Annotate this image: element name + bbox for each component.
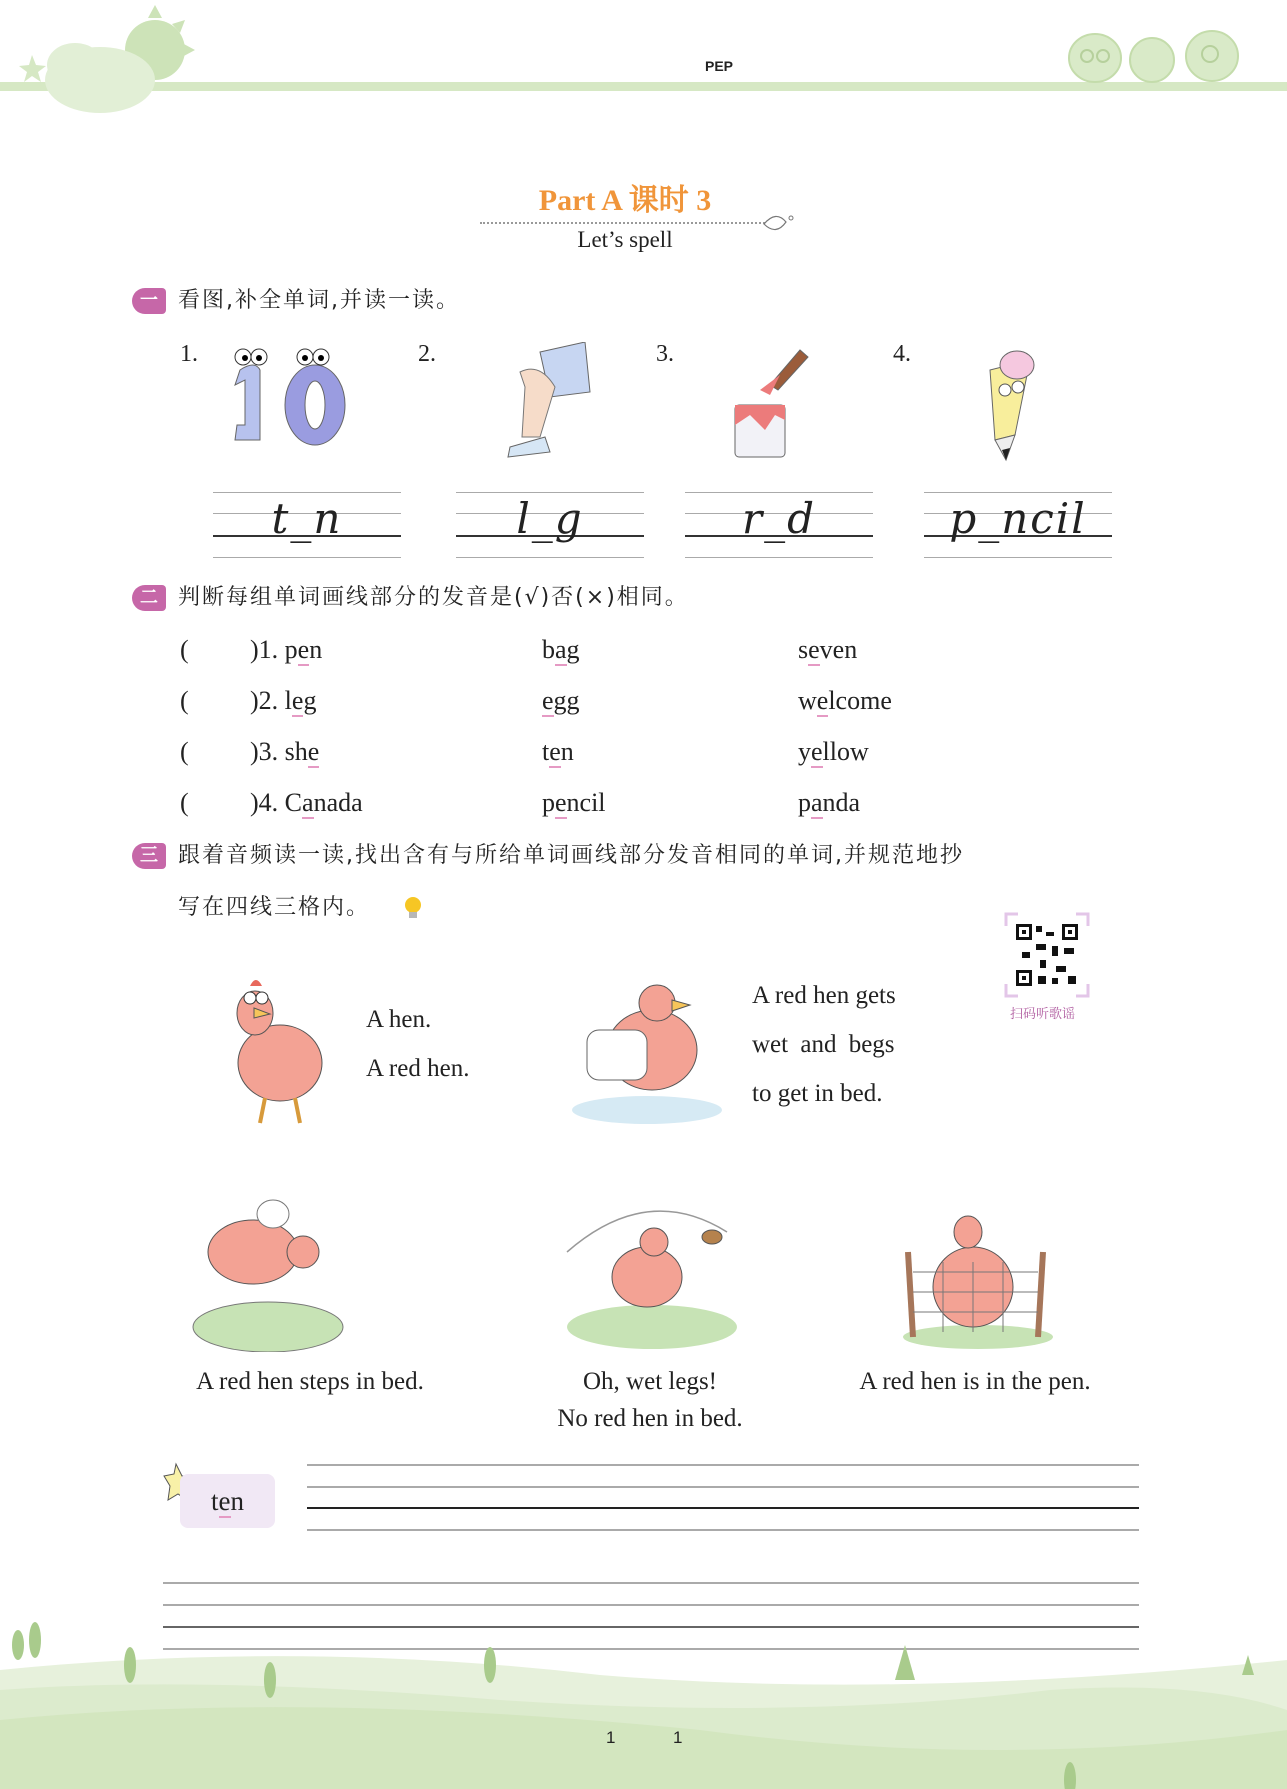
- question-number: )2.: [250, 686, 285, 715]
- item-4-number: 4.: [893, 341, 911, 367]
- underlined-letter: e: [811, 737, 823, 766]
- word-part: t: [542, 737, 550, 766]
- incomplete-word: p_ncil: [949, 494, 1087, 543]
- green-hills-decoration: [0, 1620, 1287, 1789]
- underlined-letter: e: [291, 686, 304, 715]
- word-part: w: [798, 686, 817, 715]
- word-part: y: [798, 737, 811, 766]
- title-divider: [480, 222, 765, 224]
- underlined-letter: a: [302, 788, 314, 817]
- story-line: A hen.: [366, 1006, 432, 1033]
- word-part: llow: [822, 737, 869, 766]
- answer-paren-open[interactable]: (: [180, 686, 189, 715]
- page-number-left: 1: [606, 1728, 616, 1747]
- answer-paren-open[interactable]: (: [180, 737, 189, 766]
- word-part: l: [284, 686, 292, 715]
- section-2-instruction: 判断每组单词画线部分的发音是(√)否(×)相同。: [178, 585, 689, 610]
- word-part: s: [798, 635, 809, 664]
- section-3-instruction-line-1: 跟着音频读一读,找出含有与所给单词画线部分发音相同的单词,并规范地抄: [178, 843, 964, 868]
- word: [285, 635, 323, 666]
- lesson-subtitle: Let’s spell: [577, 227, 673, 252]
- underlined-letter: e: [549, 737, 561, 766]
- section-1-instruction: 看图,补全单词,并读一读。: [178, 288, 460, 313]
- story-line: A red hen gets: [752, 982, 896, 1009]
- key-word-box: [180, 1474, 275, 1528]
- question-number: )3.: [250, 737, 285, 766]
- question-number: )1.: [250, 635, 285, 664]
- word-part: C: [284, 788, 303, 817]
- word: [542, 635, 580, 665]
- lightbulb-icon[interactable]: [404, 896, 422, 922]
- section-3-instruction-line-2: 写在四线三格内。: [178, 895, 371, 920]
- word: [542, 737, 574, 767]
- writing-line-baseline[interactable]: [307, 1507, 1139, 1509]
- question-number: )4.: [250, 788, 285, 817]
- answer-paren-open[interactable]: (: [180, 635, 189, 664]
- underlined-letter: e: [542, 686, 554, 715]
- underlined-letter: e: [808, 635, 820, 664]
- writing-line[interactable]: [163, 1604, 1139, 1606]
- writing-line[interactable]: [307, 1486, 1139, 1488]
- writing-line[interactable]: [307, 1464, 1139, 1466]
- underlined-letter: e: [555, 788, 567, 817]
- word-part: p: [542, 788, 555, 817]
- hen-wet-pillow-icon: [562, 975, 732, 1130]
- lesson-title: Part A 课时 3: [538, 184, 712, 217]
- story-caption: No red hen in bed.: [557, 1405, 743, 1432]
- word: [542, 788, 606, 818]
- key-word-pre: t: [211, 1486, 219, 1516]
- word-part: b: [542, 635, 555, 664]
- word: [542, 686, 580, 716]
- word-part: n: [560, 737, 574, 766]
- key-word-post: n: [230, 1486, 244, 1516]
- ten-numbers-icon: [215, 345, 365, 450]
- answer-paren-open[interactable]: (: [180, 788, 189, 817]
- underlined-letter: e: [816, 686, 829, 715]
- incomplete-word: r_d: [742, 494, 816, 543]
- story-line: to get in bed.: [752, 1080, 883, 1107]
- underlined-letter: a: [811, 788, 823, 817]
- red-paint-icon: [720, 345, 820, 460]
- word-part: n: [309, 635, 323, 664]
- question-number-and-word: [250, 635, 322, 665]
- underlined-letter: e: [297, 635, 310, 664]
- word: [798, 737, 869, 767]
- page-number-right: 1: [673, 1728, 683, 1747]
- item-2-number: 2.: [418, 341, 436, 367]
- incomplete-word: l_g: [516, 494, 584, 543]
- qr-code-label: 扫码听歌谣: [1010, 1007, 1076, 1022]
- section-1-badge: 一: [132, 288, 166, 314]
- incomplete-word: t_n: [271, 494, 343, 543]
- item-1-number: 1.: [180, 341, 198, 367]
- leaf-decoration-icon: [762, 210, 796, 236]
- story-caption: Oh, wet legs!: [583, 1368, 717, 1395]
- item-3-number: 3.: [656, 341, 674, 367]
- publisher-label: PEP: [705, 58, 734, 74]
- word-part: p: [798, 788, 811, 817]
- word: [798, 635, 857, 665]
- key-word-underlined: e: [218, 1486, 231, 1516]
- word: [285, 737, 320, 768]
- hen-in-pen-icon: [893, 1192, 1058, 1352]
- leg-icon: [500, 342, 600, 467]
- story-caption: A red hen is in the pen.: [859, 1368, 1091, 1395]
- story-line: A red hen.: [366, 1055, 470, 1082]
- word-part: p: [284, 635, 298, 664]
- question-number-and-word: [250, 737, 319, 767]
- writing-line[interactable]: [307, 1529, 1139, 1531]
- word-part: ncil: [566, 788, 606, 817]
- four-line-grid-3: [685, 492, 873, 560]
- hen-wet-legs-icon: [562, 1192, 737, 1352]
- four-line-grid-4: [924, 492, 1112, 560]
- underlined-letter: e: [307, 737, 320, 766]
- section-2-badge: 二: [132, 585, 166, 611]
- story-line: wet and begs: [752, 1031, 895, 1058]
- word-part: gg: [553, 686, 580, 715]
- pencil-icon: [960, 345, 1055, 465]
- word: [285, 686, 317, 717]
- four-line-grid-1: [213, 492, 401, 560]
- word: [798, 686, 892, 716]
- story-caption: A red hen steps in bed.: [196, 1368, 424, 1395]
- section-3-badge: 三: [132, 843, 166, 869]
- word-part: nda: [822, 788, 861, 817]
- word-part: lcome: [828, 686, 892, 715]
- writing-line[interactable]: [163, 1582, 1139, 1584]
- question-number-and-word: [250, 686, 316, 716]
- word-part: sh: [284, 737, 308, 766]
- qr-code-icon[interactable]: [1004, 912, 1090, 998]
- hen-standing-icon: [210, 968, 345, 1130]
- word-part: nada: [313, 788, 363, 817]
- four-line-grid-2: [456, 492, 644, 560]
- word-part: g: [303, 686, 317, 715]
- hen-in-bed-icon: [183, 1192, 348, 1352]
- sun-cloud-decoration-icon: [0, 0, 210, 120]
- word-part: ven: [819, 635, 858, 664]
- word-part: g: [566, 635, 580, 664]
- word: [285, 788, 363, 819]
- underlined-letter: a: [555, 635, 567, 664]
- animal-faces-decoration-icon: [1060, 20, 1250, 85]
- word: [798, 788, 860, 818]
- question-number-and-word: [250, 788, 363, 818]
